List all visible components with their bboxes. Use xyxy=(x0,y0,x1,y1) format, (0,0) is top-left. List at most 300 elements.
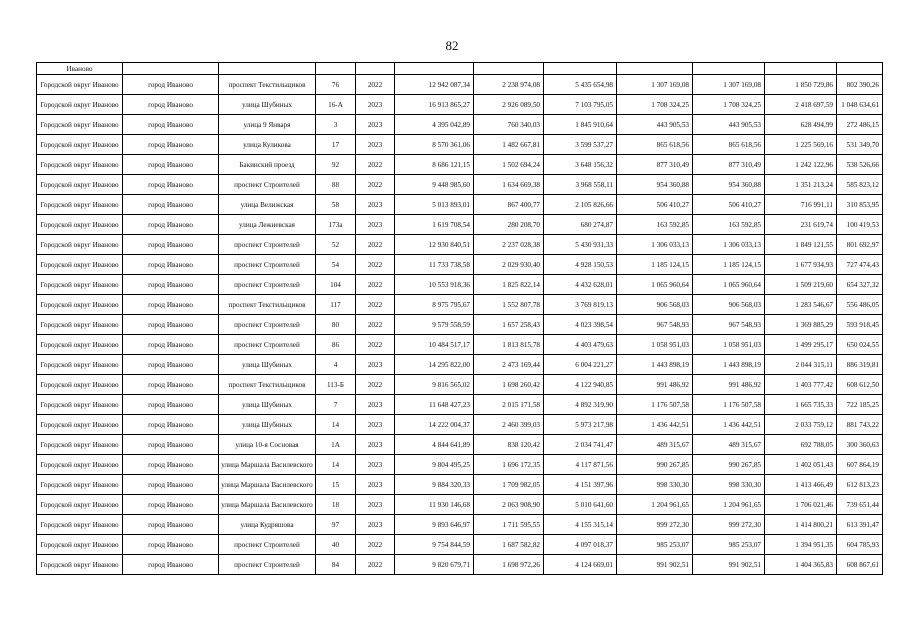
local-cell: 443 905,53 xyxy=(617,115,693,135)
street-cell: проспект Строителей xyxy=(219,175,316,195)
settlement-cell: город Иваново xyxy=(123,455,219,475)
year-cell: 2022 xyxy=(356,175,395,195)
owners-cell: 1 058 951,03 xyxy=(693,335,765,355)
amount-b-cell: 100 419,53 xyxy=(837,215,883,235)
amount-b-cell: 613 391,47 xyxy=(837,515,883,535)
amount-b-cell: 654 327,32 xyxy=(837,275,883,295)
local-cell: 506 410,27 xyxy=(617,195,693,215)
total-cost-cell: 16 913 865,27 xyxy=(395,95,474,115)
table-row xyxy=(37,375,883,395)
local-cell: 865 618,56 xyxy=(617,135,693,155)
table-row xyxy=(37,335,883,355)
region-cell: 3 648 156,32 xyxy=(544,155,617,175)
street-cell: проспект Строителей xyxy=(219,555,316,575)
amount-b-cell: 300 360,63 xyxy=(837,435,883,455)
table-row xyxy=(37,275,883,295)
owners-cell: 998 330,30 xyxy=(693,475,765,495)
amount-b-cell: 585 823,12 xyxy=(837,175,883,195)
street-cell: улица Маршала Василевского xyxy=(219,455,316,475)
year-cell: 2023 xyxy=(356,495,395,515)
municipality-cell: Городской округ Иваново xyxy=(37,275,123,295)
house-number-cell: 76 xyxy=(316,75,356,95)
empty-cell xyxy=(123,63,219,75)
settlement-cell: город Иваново xyxy=(123,495,219,515)
amount-a-cell: 1 283 546,67 xyxy=(765,295,837,315)
table-row-continuation xyxy=(37,63,883,75)
amount-b-cell: 608 867,61 xyxy=(837,555,883,575)
settlement-cell: город Иваново xyxy=(123,175,219,195)
street-cell: проспект Строителей xyxy=(219,535,316,555)
fund-cell: 867 400,77 xyxy=(474,195,544,215)
settlement-cell: город Иваново xyxy=(123,275,219,295)
region-cell: 4 432 628,01 xyxy=(544,275,617,295)
local-cell: 998 330,30 xyxy=(617,475,693,495)
house-number-cell: 54 xyxy=(316,255,356,275)
municipality-cell: Городской округ Иваново xyxy=(37,395,123,415)
house-number-cell: 4 xyxy=(316,355,356,375)
municipality-cell: Городской округ Иваново xyxy=(37,475,123,495)
local-cell: 991 486,92 xyxy=(617,375,693,395)
street-cell: улица Шубиных xyxy=(219,95,316,115)
amount-b-cell: 593 918,45 xyxy=(837,315,883,335)
owners-cell: 991 902,51 xyxy=(693,555,765,575)
amount-a-cell: 231 619,74 xyxy=(765,215,837,235)
local-cell: 1 185 124,15 xyxy=(617,255,693,275)
street-cell: улица 10-я Сосновая xyxy=(219,435,316,455)
settlement-cell: город Иваново xyxy=(123,515,219,535)
local-cell: 877 310,49 xyxy=(617,155,693,175)
house-number-cell: 92 xyxy=(316,155,356,175)
owners-cell: 999 272,30 xyxy=(693,515,765,535)
region-cell: 4 155 315,14 xyxy=(544,515,617,535)
settlement-cell: город Иваново xyxy=(123,555,219,575)
amount-b-cell: 538 526,66 xyxy=(837,155,883,175)
fund-cell: 2 015 171,58 xyxy=(474,395,544,415)
municipality-cell: Городской округ Иваново xyxy=(37,375,123,395)
amount-a-cell: 628 494,99 xyxy=(765,115,837,135)
house-number-cell: 88 xyxy=(316,175,356,195)
street-cell: проспект Строителей xyxy=(219,235,316,255)
table-row xyxy=(37,75,883,95)
settlement-cell: город Иваново xyxy=(123,195,219,215)
amount-a-cell: 1 665 735,33 xyxy=(765,395,837,415)
amount-a-cell: 1 850 729,86 xyxy=(765,75,837,95)
street-cell: проспект Строителей xyxy=(219,335,316,355)
amount-a-cell: 1 414 800,21 xyxy=(765,515,837,535)
year-cell: 2022 xyxy=(356,555,395,575)
region-cell: 4 403 479,63 xyxy=(544,335,617,355)
house-number-cell: 104 xyxy=(316,275,356,295)
amount-a-cell: 1 369 885,29 xyxy=(765,315,837,335)
house-number-cell: 16-А xyxy=(316,95,356,115)
settlement-cell: город Иваново xyxy=(123,215,219,235)
total-cost-cell: 11 733 738,58 xyxy=(395,255,474,275)
municipality-cell: Городской округ Иваново xyxy=(37,495,123,515)
amount-b-cell: 272 486,15 xyxy=(837,115,883,135)
region-cell: 4 023 398,54 xyxy=(544,315,617,335)
settlement-cell: город Иваново xyxy=(123,375,219,395)
table-row xyxy=(37,455,883,475)
total-cost-cell: 12 930 840,51 xyxy=(395,235,474,255)
local-cell: 999 272,30 xyxy=(617,515,693,535)
street-cell: Бакинский проезд xyxy=(219,155,316,175)
total-cost-cell: 9 448 985,60 xyxy=(395,175,474,195)
table-row xyxy=(37,475,883,495)
year-cell: 2023 xyxy=(356,435,395,455)
amount-a-cell: 716 991,11 xyxy=(765,195,837,215)
house-number-cell: 1А xyxy=(316,435,356,455)
house-number-cell: 7 xyxy=(316,395,356,415)
municipality-cell: Городской округ Иваново xyxy=(37,235,123,255)
house-number-cell: 14 xyxy=(316,455,356,475)
municipality-cell: Городской округ Иваново xyxy=(37,435,123,455)
amount-a-cell: 1 413 466,49 xyxy=(765,475,837,495)
table-row xyxy=(37,175,883,195)
local-cell: 1 306 033,13 xyxy=(617,235,693,255)
fund-cell: 1 552 807,78 xyxy=(474,295,544,315)
empty-cell xyxy=(356,63,395,75)
house-number-cell: 113-Б xyxy=(316,375,356,395)
table-row xyxy=(37,495,883,515)
table-row xyxy=(37,135,883,155)
region-cell: 2 034 741,47 xyxy=(544,435,617,455)
region-cell: 2 105 826,66 xyxy=(544,195,617,215)
fund-cell: 1 657 258,43 xyxy=(474,315,544,335)
amount-b-cell: 739 651,44 xyxy=(837,495,883,515)
total-cost-cell: 11 648 427,23 xyxy=(395,395,474,415)
owners-cell: 1 306 033,13 xyxy=(693,235,765,255)
empty-cell xyxy=(837,63,883,75)
region-cell: 5 973 217,98 xyxy=(544,415,617,435)
total-cost-cell: 14 295 822,00 xyxy=(395,355,474,375)
region-cell: 1 845 910,64 xyxy=(544,115,617,135)
settlement-cell: город Иваново xyxy=(123,155,219,175)
fund-cell: 1 502 694,24 xyxy=(474,155,544,175)
table-row xyxy=(37,435,883,455)
local-cell: 163 592,85 xyxy=(617,215,693,235)
amount-b-cell: 612 813,23 xyxy=(837,475,883,495)
owners-cell: 1 436 442,51 xyxy=(693,415,765,435)
municipality-cell: Городской округ Иваново xyxy=(37,555,123,575)
amount-b-cell: 886 319,81 xyxy=(837,355,883,375)
total-cost-cell: 9 579 558,59 xyxy=(395,315,474,335)
settlement-cell: город Иваново xyxy=(123,355,219,375)
table-row xyxy=(37,155,883,175)
year-cell: 2022 xyxy=(356,75,395,95)
table-row xyxy=(37,295,883,315)
settlement-cell: город Иваново xyxy=(123,415,219,435)
empty-cell xyxy=(395,63,474,75)
local-cell: 1 436 442,51 xyxy=(617,415,693,435)
local-cell: 1 204 961,65 xyxy=(617,495,693,515)
amount-b-cell: 556 486,05 xyxy=(837,295,883,315)
empty-cell xyxy=(219,63,316,75)
settlement-cell: город Иваново xyxy=(123,95,219,115)
region-cell: 4 122 940,85 xyxy=(544,375,617,395)
total-cost-cell: 4 395 042,89 xyxy=(395,115,474,135)
owners-cell: 985 253,07 xyxy=(693,535,765,555)
municipality-cell: Городской округ Иваново xyxy=(37,535,123,555)
local-cell: 954 360,88 xyxy=(617,175,693,195)
fund-cell: 1 634 669,38 xyxy=(474,175,544,195)
table-row xyxy=(37,115,883,135)
amount-a-cell: 2 044 315,11 xyxy=(765,355,837,375)
amount-a-cell: 1 849 121,55 xyxy=(765,235,837,255)
year-cell: 2022 xyxy=(356,155,395,175)
house-number-cell: 117 xyxy=(316,295,356,315)
region-cell: 5 435 654,98 xyxy=(544,75,617,95)
owners-cell: 506 410,27 xyxy=(693,195,765,215)
municipality-cell: Городской округ Иваново xyxy=(37,415,123,435)
municipality-cell: Городской округ Иваново xyxy=(37,75,123,95)
settlement-cell: город Иваново xyxy=(123,435,219,455)
amount-a-cell: 692 788,05 xyxy=(765,435,837,455)
fund-cell: 1 709 982,05 xyxy=(474,475,544,495)
fund-cell: 2 926 089,50 xyxy=(474,95,544,115)
street-cell: проспект Текстильщиков xyxy=(219,375,316,395)
settlement-cell: город Иваново xyxy=(123,135,219,155)
owners-cell: 906 568,03 xyxy=(693,295,765,315)
total-cost-cell: 8 570 361,06 xyxy=(395,135,474,155)
local-cell: 985 253,07 xyxy=(617,535,693,555)
year-cell: 2023 xyxy=(356,395,395,415)
owners-cell: 1 204 961,65 xyxy=(693,495,765,515)
region-cell: 5 010 641,60 xyxy=(544,495,617,515)
amount-a-cell: 2 033 759,12 xyxy=(765,415,837,435)
amount-a-cell: 1 351 213,24 xyxy=(765,175,837,195)
local-cell: 906 568,03 xyxy=(617,295,693,315)
owners-cell: 489 315,67 xyxy=(693,435,765,455)
amount-b-cell: 310 853,95 xyxy=(837,195,883,215)
owners-cell: 1 307 169,08 xyxy=(693,75,765,95)
street-cell: проспект Текстильщиков xyxy=(219,75,316,95)
settlement-cell: город Иваново xyxy=(123,535,219,555)
empty-cell xyxy=(544,63,617,75)
table-row xyxy=(37,515,883,535)
total-cost-cell: 9 816 565,02 xyxy=(395,375,474,395)
region-cell: 6 004 221,27 xyxy=(544,355,617,375)
region-cell: 3 968 558,11 xyxy=(544,175,617,195)
table-row xyxy=(37,95,883,115)
page-number: 82 xyxy=(445,38,459,53)
fund-cell: 280 208,70 xyxy=(474,215,544,235)
local-cell: 1 065 960,64 xyxy=(617,275,693,295)
owners-cell: 163 592,85 xyxy=(693,215,765,235)
street-cell: улица 9 Января xyxy=(219,115,316,135)
owners-cell: 1 443 898,19 xyxy=(693,355,765,375)
total-cost-cell: 9 804 495,25 xyxy=(395,455,474,475)
table-row xyxy=(37,255,883,275)
register-table xyxy=(36,62,883,575)
house-number-cell: 17 xyxy=(316,135,356,155)
fund-cell: 1 696 172,35 xyxy=(474,455,544,475)
region-cell: 3 769 819,13 xyxy=(544,295,617,315)
amount-b-cell: 607 864,19 xyxy=(837,455,883,475)
owners-cell: 877 310,49 xyxy=(693,155,765,175)
fund-cell: 2 063 908,90 xyxy=(474,495,544,515)
year-cell: 2023 xyxy=(356,215,395,235)
table-row xyxy=(37,355,883,375)
region-cell: 4 124 669,01 xyxy=(544,555,617,575)
house-number-cell: 14 xyxy=(316,415,356,435)
municipality-cell: Городской округ Иваново xyxy=(37,175,123,195)
house-number-cell: 58 xyxy=(316,195,356,215)
year-cell: 2023 xyxy=(356,455,395,475)
amount-a-cell: 1 403 777,42 xyxy=(765,375,837,395)
street-cell: улица Маршала Василевского xyxy=(219,495,316,515)
street-cell: проспект Строителей xyxy=(219,275,316,295)
amount-b-cell: 727 474,43 xyxy=(837,255,883,275)
amount-b-cell: 531 349,70 xyxy=(837,135,883,155)
house-number-cell: 40 xyxy=(316,535,356,555)
year-cell: 2023 xyxy=(356,515,395,535)
amount-b-cell: 881 743,22 xyxy=(837,415,883,435)
fund-cell: 1 825 822,14 xyxy=(474,275,544,295)
year-cell: 2022 xyxy=(356,335,395,355)
fund-cell: 1 698 260,42 xyxy=(474,375,544,395)
total-cost-cell: 12 942 087,34 xyxy=(395,75,474,95)
total-cost-cell: 8 686 121,15 xyxy=(395,155,474,175)
district-cell: Иваново xyxy=(37,63,123,75)
street-cell: улица Куликова xyxy=(219,135,316,155)
house-number-cell: 84 xyxy=(316,555,356,575)
fund-cell: 760 340,03 xyxy=(474,115,544,135)
total-cost-cell: 10 553 918,36 xyxy=(395,275,474,295)
settlement-cell: город Иваново xyxy=(123,335,219,355)
municipality-cell: Городской округ Иваново xyxy=(37,135,123,155)
street-cell: улица Лежневская xyxy=(219,215,316,235)
fund-cell: 2 029 930,40 xyxy=(474,255,544,275)
amount-a-cell: 1 706 021,46 xyxy=(765,495,837,515)
municipality-cell: Городской округ Иваново xyxy=(37,515,123,535)
year-cell: 2022 xyxy=(356,315,395,335)
settlement-cell: город Иваново xyxy=(123,115,219,135)
empty-cell xyxy=(617,63,693,75)
fund-cell: 2 237 028,38 xyxy=(474,235,544,255)
house-number-cell: 97 xyxy=(316,515,356,535)
year-cell: 2022 xyxy=(356,375,395,395)
owners-cell: 967 548,93 xyxy=(693,315,765,335)
settlement-cell: город Иваново xyxy=(123,315,219,335)
owners-cell: 865 618,56 xyxy=(693,135,765,155)
table-row xyxy=(37,415,883,435)
house-number-cell: 18 xyxy=(316,495,356,515)
settlement-cell: город Иваново xyxy=(123,475,219,495)
municipality-cell: Городской округ Иваново xyxy=(37,195,123,215)
amount-b-cell: 801 692,97 xyxy=(837,235,883,255)
local-cell: 1 443 898,19 xyxy=(617,355,693,375)
total-cost-cell: 14 222 004,37 xyxy=(395,415,474,435)
empty-cell xyxy=(474,63,544,75)
region-cell: 4 928 150,53 xyxy=(544,255,617,275)
amount-b-cell: 1 048 634,61 xyxy=(837,95,883,115)
table-row xyxy=(37,555,883,575)
year-cell: 2023 xyxy=(356,475,395,495)
empty-cell xyxy=(765,63,837,75)
municipality-cell: Городской округ Иваново xyxy=(37,255,123,275)
year-cell: 2022 xyxy=(356,235,395,255)
region-cell: 3 599 537,27 xyxy=(544,135,617,155)
register-table-body xyxy=(37,63,883,575)
total-cost-cell: 9 893 646,97 xyxy=(395,515,474,535)
local-cell: 990 267,85 xyxy=(617,455,693,475)
region-cell: 4 151 397,96 xyxy=(544,475,617,495)
street-cell: улица Маршала Василевского xyxy=(219,475,316,495)
settlement-cell: город Иваново xyxy=(123,255,219,275)
year-cell: 2023 xyxy=(356,135,395,155)
settlement-cell: город Иваново xyxy=(123,395,219,415)
local-cell: 489 315,67 xyxy=(617,435,693,455)
fund-cell: 838 120,42 xyxy=(474,435,544,455)
total-cost-cell: 5 013 893,01 xyxy=(395,195,474,215)
year-cell: 2023 xyxy=(356,195,395,215)
amount-a-cell: 1 677 934,93 xyxy=(765,255,837,275)
year-cell: 2023 xyxy=(356,415,395,435)
total-cost-cell: 9 754 844,59 xyxy=(395,535,474,555)
municipality-cell: Городской округ Иваново xyxy=(37,215,123,235)
municipality-cell: Городской округ Иваново xyxy=(37,95,123,115)
street-cell: проспект Строителей xyxy=(219,315,316,335)
house-number-cell: 80 xyxy=(316,315,356,335)
house-number-cell: 3 xyxy=(316,115,356,135)
total-cost-cell: 1 619 708,54 xyxy=(395,215,474,235)
year-cell: 2022 xyxy=(356,295,395,315)
house-number-cell: 15 xyxy=(316,475,356,495)
total-cost-cell: 9 884 320,33 xyxy=(395,475,474,495)
owners-cell: 443 905,53 xyxy=(693,115,765,135)
street-cell: проспект Текстильщиков xyxy=(219,295,316,315)
municipality-cell: Городской округ Иваново xyxy=(37,355,123,375)
local-cell: 967 548,93 xyxy=(617,315,693,335)
settlement-cell: город Иваново xyxy=(123,75,219,95)
region-cell: 5 430 931,33 xyxy=(544,235,617,255)
year-cell: 2022 xyxy=(356,255,395,275)
owners-cell: 1 176 507,58 xyxy=(693,395,765,415)
amount-a-cell: 1 242 122,96 xyxy=(765,155,837,175)
amount-b-cell: 604 785,93 xyxy=(837,535,883,555)
owners-cell: 1 708 324,25 xyxy=(693,95,765,115)
house-number-cell: 173а xyxy=(316,215,356,235)
local-cell: 1 307 169,08 xyxy=(617,75,693,95)
municipality-cell: Городской округ Иваново xyxy=(37,315,123,335)
amount-a-cell: 1 499 295,17 xyxy=(765,335,837,355)
empty-cell xyxy=(693,63,765,75)
municipality-cell: Городской округ Иваново xyxy=(37,335,123,355)
table-row xyxy=(37,315,883,335)
fund-cell: 2 238 974,08 xyxy=(474,75,544,95)
region-cell: 4 097 018,37 xyxy=(544,535,617,555)
amount-b-cell: 722 185,25 xyxy=(837,395,883,415)
house-number-cell: 86 xyxy=(316,335,356,355)
fund-cell: 1 711 595,55 xyxy=(474,515,544,535)
amount-a-cell: 1 394 951,35 xyxy=(765,535,837,555)
local-cell: 991 902,51 xyxy=(617,555,693,575)
street-cell: улица Кудряшова xyxy=(219,515,316,535)
table-row xyxy=(37,215,883,235)
municipality-cell: Городской округ Иваново xyxy=(37,455,123,475)
table-row xyxy=(37,395,883,415)
amount-a-cell: 2 418 697,59 xyxy=(765,95,837,115)
owners-cell: 990 267,85 xyxy=(693,455,765,475)
region-cell: 4 117 871,56 xyxy=(544,455,617,475)
fund-cell: 1 482 667,81 xyxy=(474,135,544,155)
local-cell: 1 708 324,25 xyxy=(617,95,693,115)
street-cell: проспект Строителей xyxy=(219,255,316,275)
municipality-cell: Городской округ Иваново xyxy=(37,295,123,315)
street-cell: улица Шубиных xyxy=(219,415,316,435)
year-cell: 2023 xyxy=(356,115,395,135)
amount-a-cell: 1 402 051,43 xyxy=(765,455,837,475)
